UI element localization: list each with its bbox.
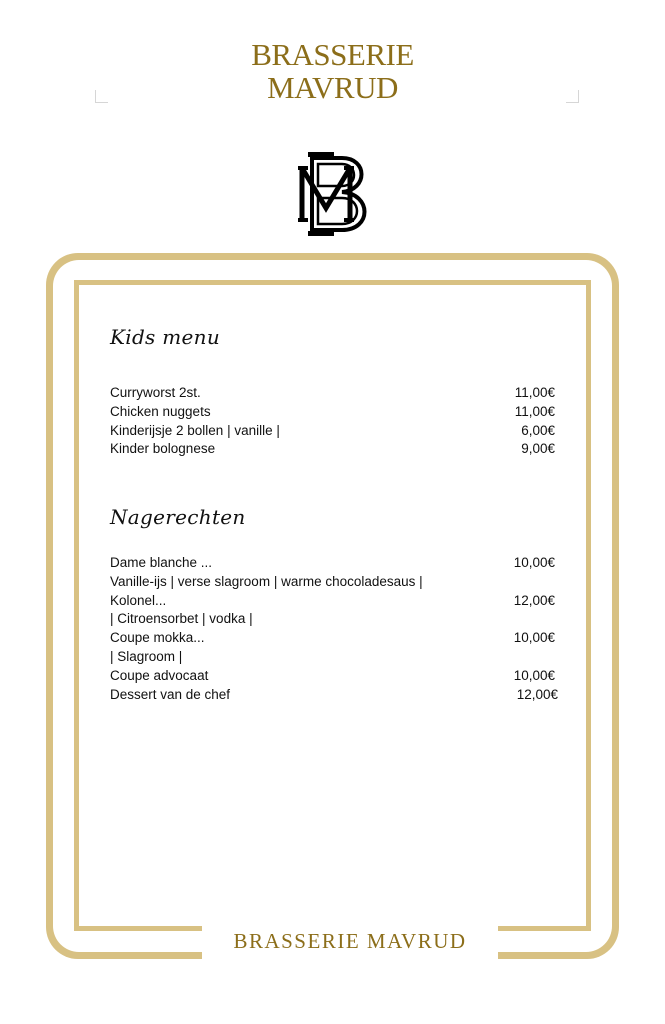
menu-item-price: 12,00€: [516, 686, 558, 702]
menu-item-price: 6,00€: [521, 422, 555, 438]
menu-item: [110, 384, 558, 403]
menu-item-name: | Slagroom |: [110, 648, 183, 664]
bm-monogram-icon: [296, 150, 378, 238]
crop-mark-top-left: [95, 90, 108, 103]
menu-item: [110, 440, 558, 459]
menu-item-name: Kolonel...: [110, 592, 167, 608]
menu-item-name: Curryworst 2st.: [110, 385, 201, 400]
section-title-nagerechten: Nagerechten: [110, 505, 246, 529]
menu-item-price: 10,00€: [513, 667, 555, 683]
menu-item: [110, 629, 558, 648]
menu-item-name: Dame blanche ...: [110, 555, 213, 570]
menu-item-name: Coupe advocaat: [110, 667, 209, 683]
menu-item-price: 11,00€: [514, 385, 555, 400]
menu-item: [110, 403, 558, 422]
menu-item-description: [110, 648, 558, 667]
menu-item-price: 10,00€: [513, 630, 555, 646]
menu-item: [110, 686, 558, 705]
menu-item-name: Coupe mokka...: [110, 630, 205, 646]
kids-menu-list: [110, 384, 558, 459]
footer-brand: BRASSERIE MAVRUD: [233, 929, 467, 953]
menu-item: [110, 422, 558, 441]
menu-item-price: 10,00€: [513, 555, 555, 570]
nagerechten-list: [110, 554, 558, 704]
section-title-kids-menu: Kids menu: [110, 325, 221, 349]
menu-item-description: [110, 573, 558, 592]
menu-item-name: Kinderijsje 2 bollen | vanille |: [110, 422, 280, 438]
brand-title-line2: MAVRUD: [267, 70, 398, 105]
menu-item: [110, 592, 558, 611]
crop-mark-top-right: [566, 90, 579, 103]
brand-title-line1: BRASSERIE: [251, 37, 414, 72]
menu-item: [110, 554, 558, 573]
menu-item-name: Dessert van de chef: [110, 686, 231, 702]
menu-item: [110, 667, 558, 686]
menu-item-price: 9,00€: [521, 441, 555, 457]
menu-item-name: Kinder bolognese: [110, 441, 216, 457]
menu-item-name: Vanille-ijs | verse slagroom | warme chocoladesaus |: [110, 573, 423, 589]
menu-item-price: 11,00€: [514, 403, 555, 419]
menu-item-name: Chicken nuggets: [110, 403, 211, 419]
menu-item-price: 12,00€: [513, 592, 555, 608]
menu-item-name: | Citroensorbet | vodka |: [110, 611, 253, 627]
menu-item-description: [110, 610, 558, 629]
